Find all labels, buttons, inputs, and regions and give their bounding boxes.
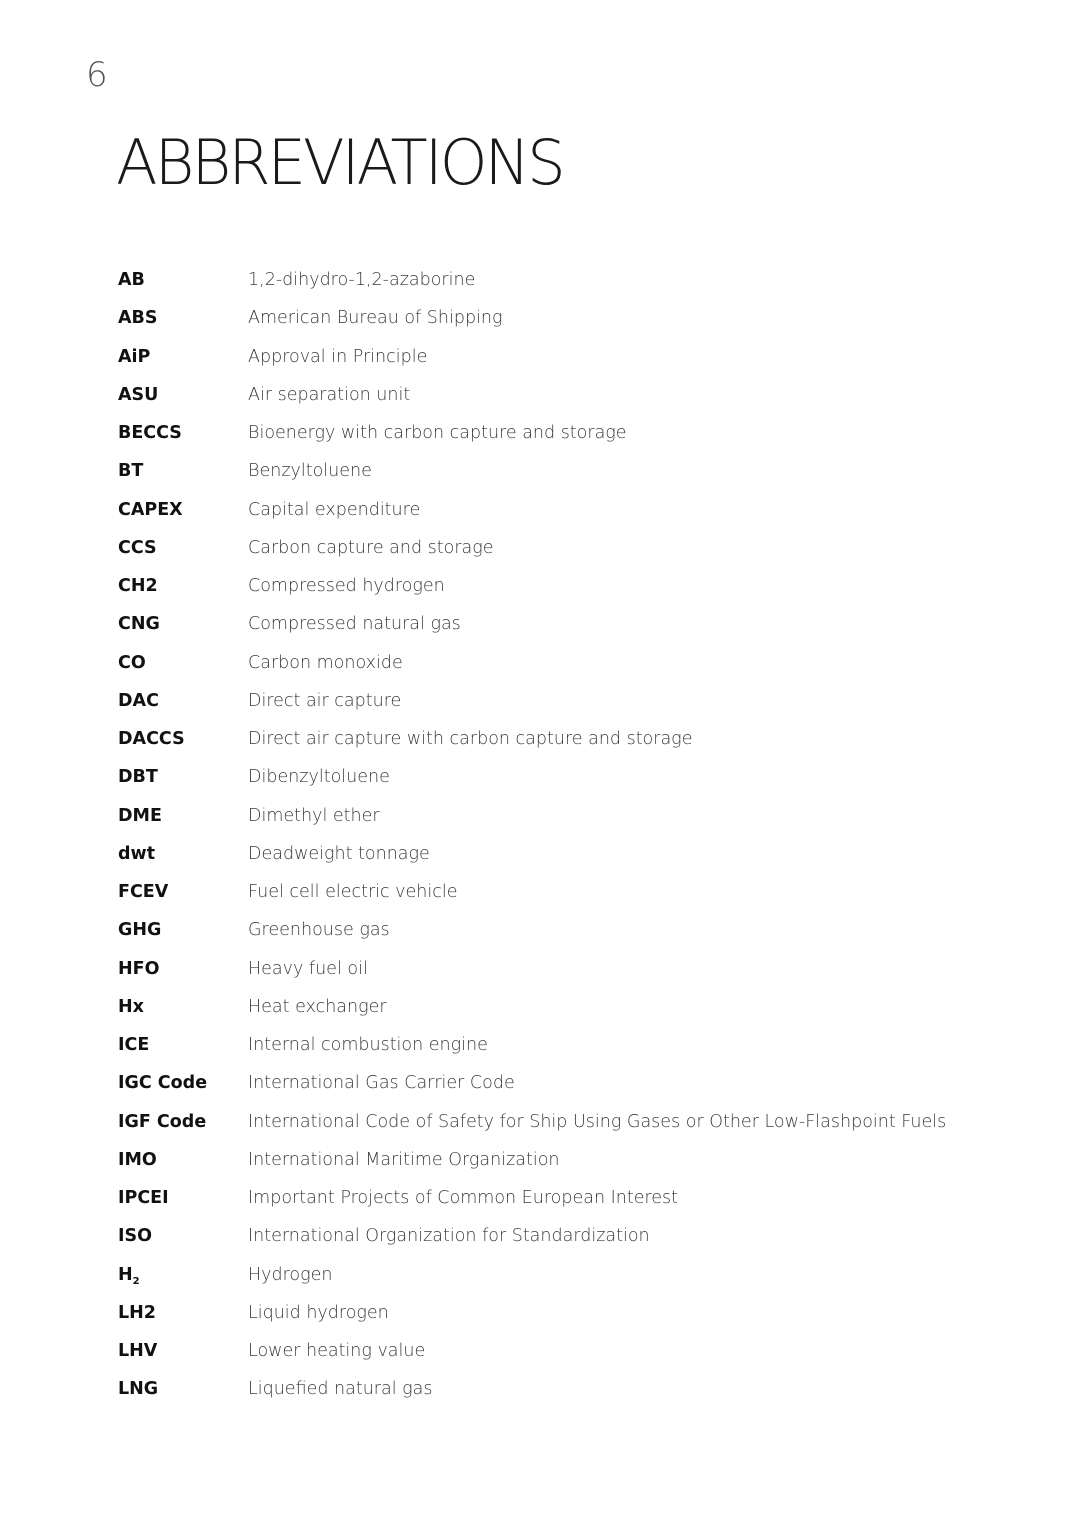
abbreviation-term-text: IGF Code xyxy=(118,1111,207,1132)
abbreviation-term xyxy=(118,882,248,902)
abbreviation-term-text: DACCS xyxy=(118,729,185,749)
abbreviation-term-text: CAPEX xyxy=(118,499,183,520)
abbreviation-term xyxy=(118,1379,248,1399)
abbreviation-definition: Compressed hydrogen xyxy=(248,576,445,596)
abbreviation-term xyxy=(118,576,248,596)
abbreviation-term xyxy=(118,423,248,443)
abbreviation-term-text: DBT xyxy=(118,767,158,788)
abbreviation-row xyxy=(118,1226,1018,1264)
abbreviation-row xyxy=(118,538,1018,576)
abbreviation-definition: Carbon monoxide xyxy=(248,652,403,673)
abbreviation-definition: Carbon capture and storage xyxy=(248,537,494,558)
abbreviation-term-text: CCS xyxy=(118,537,157,558)
abbreviation-term-text: IGC Code xyxy=(118,1073,208,1094)
abbreviation-term xyxy=(118,538,248,558)
abbreviation-term xyxy=(118,997,248,1017)
abbreviation-definition: Fuel cell electric vehicle xyxy=(248,882,458,902)
abbreviation-definition: International Gas Carrier Code xyxy=(248,1073,515,1094)
abbreviation-term xyxy=(118,270,248,290)
abbreviation-term-text: GHG xyxy=(118,920,162,941)
page-title: ABBREVIATIONS xyxy=(116,126,563,199)
abbreviation-row xyxy=(118,1150,1018,1188)
abbreviation-row xyxy=(118,997,1018,1035)
abbreviation-term-text: HFO xyxy=(118,958,160,979)
abbreviation-term xyxy=(118,920,248,940)
abbreviation-definition: Approval in Principle xyxy=(248,346,428,367)
abbreviation-row xyxy=(118,1303,1018,1341)
abbreviation-row xyxy=(118,1112,1018,1150)
abbreviation-definition: Internal combustion engine xyxy=(248,1035,488,1055)
abbreviation-row xyxy=(118,844,1018,882)
abbreviation-term-text: H xyxy=(118,1264,133,1285)
abbreviation-term xyxy=(118,653,248,673)
abbreviation-definition: American Bureau of Shipping xyxy=(248,308,503,329)
abbreviation-definition: Lower heating value xyxy=(248,1341,426,1361)
abbreviation-term xyxy=(118,500,248,520)
abbreviation-definition: Liquid hydrogen xyxy=(248,1302,389,1323)
abbreviation-term-text: IMO xyxy=(118,1149,157,1170)
abbreviation-term xyxy=(118,461,248,481)
abbreviation-term-text: LHV xyxy=(118,1341,158,1361)
abbreviation-row xyxy=(118,1341,1018,1379)
abbreviation-definition: International Organization for Standardization xyxy=(248,1226,650,1247)
abbreviation-definition: Deadweight tonnage xyxy=(248,843,430,864)
abbreviation-term xyxy=(118,1226,248,1246)
abbreviation-definition: Compressed natural gas xyxy=(248,614,461,635)
abbreviation-term xyxy=(118,1035,248,1055)
abbreviation-term xyxy=(118,347,248,367)
abbreviation-definition: 1,2-dihydro-1,2-azaborine xyxy=(248,270,476,290)
abbreviation-term-text: ICE xyxy=(118,1035,150,1055)
abbreviation-term xyxy=(118,1303,248,1323)
abbreviation-row xyxy=(118,423,1018,461)
abbreviation-row xyxy=(118,1073,1018,1111)
abbreviation-definition: Heavy fuel oil xyxy=(248,958,368,979)
abbreviation-row xyxy=(118,1379,1018,1417)
abbreviation-row xyxy=(118,882,1018,920)
abbreviation-term-text: BT xyxy=(118,461,144,482)
abbreviation-definition: Dimethyl ether xyxy=(248,805,380,826)
abbreviation-definition: Important Projects of Common European Interest xyxy=(248,1188,679,1208)
abbreviation-definition: Capital expenditure xyxy=(248,499,421,520)
abbreviation-term-text: ASU xyxy=(118,384,159,405)
abbreviation-term-text: BECCS xyxy=(118,423,182,443)
abbreviation-row xyxy=(118,347,1018,385)
abbreviation-term xyxy=(118,729,248,749)
abbreviation-term xyxy=(118,1341,248,1361)
abbreviation-definition: Direct air capture xyxy=(248,690,402,711)
abbreviation-row xyxy=(118,729,1018,767)
abbreviation-definition: International Maritime Organization xyxy=(248,1149,560,1170)
abbreviation-term-text: LNG xyxy=(118,1379,159,1400)
abbreviations-list xyxy=(118,270,1018,1418)
abbreviation-row xyxy=(118,385,1018,423)
abbreviation-row xyxy=(118,1188,1018,1226)
abbreviation-row xyxy=(118,308,1018,346)
abbreviation-term-text: AB xyxy=(118,270,145,290)
abbreviation-row xyxy=(118,767,1018,805)
abbreviation-term xyxy=(118,691,248,711)
abbreviation-row xyxy=(118,576,1018,614)
abbreviation-term-text: DAC xyxy=(118,690,159,711)
abbreviation-term xyxy=(118,959,248,979)
abbreviation-definition: Greenhouse gas xyxy=(248,920,390,941)
abbreviation-term-text: CNG xyxy=(118,614,160,635)
abbreviation-term xyxy=(118,1150,248,1170)
abbreviation-term-text: LH2 xyxy=(118,1302,156,1323)
abbreviation-term xyxy=(118,1188,248,1208)
abbreviation-row xyxy=(118,614,1018,652)
abbreviation-definition: International Code of Safety for Ship Using Gases or Other Low-Flashpoint Fuels xyxy=(248,1111,947,1132)
abbreviation-definition: Air separation unit xyxy=(248,384,411,405)
abbreviation-row xyxy=(118,806,1018,844)
abbreviation-term-text: IPCEI xyxy=(118,1188,169,1208)
abbreviation-row xyxy=(118,270,1018,308)
abbreviation-definition: Heat exchanger xyxy=(248,996,387,1017)
abbreviation-term xyxy=(118,308,248,328)
abbreviation-term-text: Hx xyxy=(118,996,144,1017)
abbreviation-term-text: ABS xyxy=(118,308,158,329)
abbreviation-term-subscript: 2 xyxy=(132,1275,140,1287)
abbreviation-definition: Bioenergy with carbon capture and storage xyxy=(248,423,627,443)
abbreviation-definition: Benzyltoluene xyxy=(248,461,372,482)
abbreviation-definition: Dibenzyltoluene xyxy=(248,767,390,788)
abbreviation-term-text: DME xyxy=(118,805,162,826)
abbreviation-term-text: FCEV xyxy=(118,882,169,902)
abbreviation-definition: Hydrogen xyxy=(248,1264,333,1285)
page-number: 6 xyxy=(86,55,108,95)
abbreviation-row xyxy=(118,691,1018,729)
abbreviation-definition: Liquefied natural gas xyxy=(248,1379,433,1400)
abbreviation-row xyxy=(118,461,1018,499)
abbreviation-term xyxy=(118,844,248,864)
abbreviation-term-text: AiP xyxy=(118,346,151,367)
abbreviation-row xyxy=(118,1035,1018,1073)
abbreviation-term xyxy=(118,806,248,826)
abbreviation-row xyxy=(118,500,1018,538)
abbreviation-row xyxy=(118,653,1018,691)
abbreviation-term xyxy=(118,614,248,634)
abbreviation-term-text: CH2 xyxy=(118,576,158,596)
abbreviation-row xyxy=(118,959,1018,997)
abbreviation-term xyxy=(118,385,248,405)
abbreviation-term xyxy=(118,767,248,787)
abbreviation-term xyxy=(118,1112,248,1132)
abbreviation-row xyxy=(118,1265,1018,1303)
abbreviation-term xyxy=(118,1073,248,1093)
abbreviation-term-text: CO xyxy=(118,652,146,673)
abbreviation-term-text: dwt xyxy=(118,843,156,864)
abbreviation-term-text: ISO xyxy=(118,1226,152,1247)
abbreviation-row xyxy=(118,920,1018,958)
abbreviation-term xyxy=(118,1265,248,1285)
abbreviation-definition: Direct air capture with carbon capture and storage xyxy=(248,729,693,749)
